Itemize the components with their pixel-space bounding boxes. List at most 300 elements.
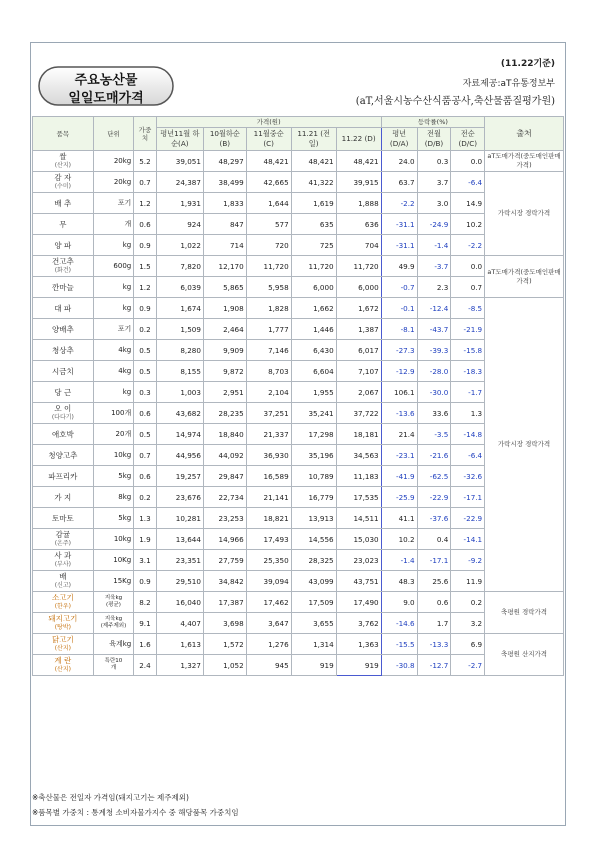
unit: 포기 [117,325,132,333]
weight: 1.2 [134,193,156,214]
item-name: 무 [59,219,67,229]
item-name-cell [33,487,94,508]
price-last-month: 2,951 [203,382,246,403]
item-name: 건고추 [51,257,74,266]
price-previous-day: 6,000 [291,277,336,298]
item-name-cell [33,235,94,256]
item-name: 닭고기 [51,635,74,644]
change-vs-mid: -9.2 [451,550,485,571]
price-current: 14,511 [336,508,381,529]
change-vs-mid: -6.4 [451,445,485,466]
price-mid-month: 17,462 [246,592,291,613]
title-badge [36,64,176,108]
change-vs-mid: 0.0 [451,256,485,277]
unit: 육계kg [109,640,132,648]
weight: 8.2 [134,592,156,613]
price-previous-day: 35,196 [291,445,336,466]
item-name: 배 추 [54,198,72,208]
price-previous-day: 725 [291,235,336,256]
table-row [33,487,564,508]
header-price-group: 가격(원) [156,117,381,128]
change-vs-month: -62.5 [417,466,451,487]
price-normal-year: 24,387 [156,172,203,193]
weight: 3.1 [134,550,156,571]
title-line-1: 주요농산물 [74,73,138,88]
change-vs-normal: 48.3 [381,571,417,592]
table-row [33,592,564,613]
unit: 지육kg [104,595,123,601]
change-vs-normal: -41.9 [381,466,417,487]
unit-cell [93,592,133,613]
unit: 5kg [118,472,132,480]
unit: 포기 [117,199,132,207]
unit: 8kg [118,493,132,501]
unit-note: 개 [110,665,117,671]
change-vs-normal: 106.1 [381,382,417,403]
change-vs-mid: -1.7 [451,382,485,403]
item-name-cell [33,298,94,319]
header-change-c: 전순 (D/C) [451,128,485,151]
price-normal-year: 8,280 [156,340,203,361]
price-normal-year: 13,644 [156,529,203,550]
price-mid-month: 37,251 [246,403,291,424]
item-name: 깐마늘 [51,282,74,292]
price-previous-day: 48,421 [291,151,336,172]
table-row [33,466,564,487]
price-normal-year: 8,155 [156,361,203,382]
price-previous-day: 1,662 [291,298,336,319]
change-vs-normal: -8.1 [381,319,417,340]
table-row [33,529,564,550]
item-name: 감 자 [54,173,72,182]
price-mid-month: 18,821 [246,508,291,529]
change-vs-month: 0.4 [417,529,451,550]
unit: kg [122,241,132,249]
price-table [32,116,564,676]
header-unit: 단위 [93,117,133,151]
item-name-cell [33,613,94,634]
unit-cell [93,298,133,319]
price-normal-year: 1,613 [156,634,203,655]
change-vs-normal: -27.3 [381,340,417,361]
data-sources: (aT,서울시농수산식품공사,축산물품질평가원) [355,96,555,107]
change-vs-mid: -32.6 [451,466,485,487]
weight: 2.4 [134,655,156,676]
price-mid-month: 945 [246,655,291,676]
weight: 0.6 [134,214,156,235]
footnote-1: ※축산물은 전일자 가격임(돼지고기는 제주제외) [32,793,189,802]
item-name-cell [33,634,94,655]
weight: 1.9 [134,529,156,550]
price-last-month: 714 [203,235,246,256]
price-mid-month: 25,350 [246,550,291,571]
price-normal-year: 1,674 [156,298,203,319]
price-previous-day: 43,099 [291,571,336,592]
item-name-cell [33,655,94,676]
table-row [33,508,564,529]
unit: 100개 [111,409,132,417]
unit: 지육kg [104,616,123,622]
weight: 0.2 [134,319,156,340]
price-current: 1,888 [336,193,381,214]
table-row [33,571,564,592]
price-normal-year: 23,351 [156,550,203,571]
change-vs-month: 3.7 [417,172,451,193]
table-row [33,319,564,340]
change-vs-normal: 63.7 [381,172,417,193]
price-previous-day: 41,322 [291,172,336,193]
price-normal-year: 4,407 [156,613,203,634]
price-last-month: 9,872 [203,361,246,382]
price-current: 6,017 [336,340,381,361]
unit: 15Kg [113,577,132,585]
price-last-month: 44,092 [203,445,246,466]
price-previous-day: 11,720 [291,256,336,277]
unit-cell [93,319,133,340]
source-cell: aT도매가격(중도매인판매가격) [485,256,564,298]
unit-cell [93,382,133,403]
unit-note: (평균) [106,602,121,608]
table-row [33,424,564,445]
price-last-month: 28,235 [203,403,246,424]
price-current: 3,762 [336,613,381,634]
item-name: 양 파 [54,240,72,250]
unit-cell [93,613,133,634]
weight: 0.7 [134,172,156,193]
price-current: 18,181 [336,424,381,445]
item-name-cell [33,424,94,445]
price-current: 23,023 [336,550,381,571]
unit: 20개 [115,430,132,438]
change-vs-mid: -21.9 [451,319,485,340]
unit: 4kg [118,346,132,354]
price-mid-month: 577 [246,214,291,235]
price-current: 2,067 [336,382,381,403]
price-normal-year: 1,022 [156,235,203,256]
price-normal-year: 1,509 [156,319,203,340]
price-normal-year: 924 [156,214,203,235]
item-name-cell [33,193,94,214]
change-vs-mid: -14.8 [451,424,485,445]
weight: 0.5 [134,424,156,445]
table-row [33,172,564,193]
price-previous-day: 17,298 [291,424,336,445]
change-vs-month: -3.5 [417,424,451,445]
price-last-month: 14,966 [203,529,246,550]
unit-cell [93,361,133,382]
price-mid-month: 21,337 [246,424,291,445]
price-current: 48,421 [336,151,381,172]
footnote-2: ※품목별 가중치 : 통계청 소비자물가지수 중 해당품목 가중치임 [32,808,239,817]
price-current: 1,672 [336,298,381,319]
weight: 0.9 [134,571,156,592]
unit-cell [93,193,133,214]
unit: 20kg [113,178,132,186]
change-vs-month: 0.3 [417,151,451,172]
item-name-cell [33,550,94,571]
header-price-b: 10월하순 (B) [203,128,246,151]
item-name: 시금치 [51,366,74,376]
change-vs-mid: -2.7 [451,655,485,676]
price-mid-month: 5,958 [246,277,291,298]
price-previous-day: 1,446 [291,319,336,340]
item-name: 양배추 [51,324,74,334]
price-previous-day: 28,325 [291,550,336,571]
item-name-cell [33,571,94,592]
price-normal-year: 1,327 [156,655,203,676]
unit: 5kg [118,514,132,522]
change-vs-normal: -15.5 [381,634,417,655]
price-normal-year: 29,510 [156,571,203,592]
table-row [33,214,564,235]
change-vs-mid: 0.7 [451,277,485,298]
unit-cell [93,340,133,361]
header-source: 출처 [485,117,564,151]
item-name-cell [33,151,94,172]
price-normal-year: 14,974 [156,424,203,445]
change-vs-normal: -0.7 [381,277,417,298]
price-mid-month: 16,589 [246,466,291,487]
price-mid-month: 3,647 [246,613,291,634]
change-vs-normal: -31.1 [381,214,417,235]
change-vs-month: -21.6 [417,445,451,466]
change-vs-normal: 49.9 [381,256,417,277]
table-row [33,277,564,298]
price-current: 6,000 [336,277,381,298]
item-name: 돼지고기 [48,614,78,623]
price-last-month: 17,387 [203,592,246,613]
change-vs-normal: 21.4 [381,424,417,445]
reference-date: (11.22기준) [500,59,555,69]
price-mid-month: 17,493 [246,529,291,550]
item-name-cell [33,277,94,298]
unit: 10Kg [113,556,132,564]
change-vs-mid: -2.2 [451,235,485,256]
price-mid-month: 11,720 [246,256,291,277]
weight: 1.2 [134,277,156,298]
change-vs-month: -1.4 [417,235,451,256]
price-current: 17,490 [336,592,381,613]
change-vs-month: 2.3 [417,277,451,298]
item-name: 토마토 [51,513,74,523]
price-current: 7,107 [336,361,381,382]
change-vs-normal: -31.1 [381,235,417,256]
item-variety: (온주) [54,540,71,547]
price-current: 704 [336,235,381,256]
price-normal-year: 16,040 [156,592,203,613]
item-name: 애호박 [51,429,74,439]
change-vs-month: -43.7 [417,319,451,340]
change-vs-normal: -2.2 [381,193,417,214]
item-name: 배 [59,572,67,581]
item-name: 대 파 [54,303,72,313]
price-current: 15,030 [336,529,381,550]
price-current: 11,183 [336,466,381,487]
item-name-cell [33,361,94,382]
price-last-month: 5,865 [203,277,246,298]
price-last-month: 12,170 [203,256,246,277]
weight: 0.5 [134,340,156,361]
price-previous-day: 16,779 [291,487,336,508]
weight: 9.1 [134,613,156,634]
change-vs-normal: 9.0 [381,592,417,613]
table-row [33,550,564,571]
item-name: 사 과 [54,551,72,560]
weight: 1.6 [134,634,156,655]
price-previous-day: 1,314 [291,634,336,655]
price-current: 39,915 [336,172,381,193]
table-row [33,613,564,634]
change-vs-normal: -1.4 [381,550,417,571]
price-previous-day: 3,655 [291,613,336,634]
price-mid-month: 7,146 [246,340,291,361]
price-mid-month: 2,104 [246,382,291,403]
item-name-cell [33,256,94,277]
price-last-month: 2,464 [203,319,246,340]
unit-cell [93,172,133,193]
change-vs-month: 3.0 [417,193,451,214]
price-mid-month: 720 [246,235,291,256]
change-vs-month: -3.7 [417,256,451,277]
unit-cell [93,424,133,445]
change-vs-month: -12.4 [417,298,451,319]
header-price-c: 11월중순 (C) [246,128,291,151]
source-cell: 축평원 산지가격 [485,634,564,676]
change-vs-normal: -23.1 [381,445,417,466]
price-last-month: 1,052 [203,655,246,676]
item-name-cell [33,529,94,550]
price-previous-day: 6,430 [291,340,336,361]
item-name: 당 근 [54,387,72,397]
change-vs-mid: 11.9 [451,571,485,592]
price-current: 919 [336,655,381,676]
unit: 10kg [113,535,132,543]
weight: 0.3 [134,382,156,403]
weight: 0.9 [134,235,156,256]
item-name: 청상추 [51,345,74,355]
price-previous-day: 919 [291,655,336,676]
table-row [33,445,564,466]
unit-cell [93,487,133,508]
item-name: 감귤 [55,530,71,539]
header-change-b: 전월 (D/B) [417,128,451,151]
header-change-a: 평년 (D/A) [381,128,417,151]
change-vs-month: -13.3 [417,634,451,655]
weight: 0.2 [134,487,156,508]
price-current: 636 [336,214,381,235]
price-last-month: 29,847 [203,466,246,487]
price-previous-day: 1,619 [291,193,336,214]
price-mid-month: 1,777 [246,319,291,340]
price-previous-day: 35,241 [291,403,336,424]
change-vs-month: -24.9 [417,214,451,235]
change-vs-month: 1.7 [417,613,451,634]
price-mid-month: 42,665 [246,172,291,193]
change-vs-month: 0.6 [417,592,451,613]
header-item: 품목 [33,117,94,151]
item-name-cell [33,214,94,235]
table-row [33,298,564,319]
change-vs-normal: -25.9 [381,487,417,508]
table-row [33,382,564,403]
price-current: 11,720 [336,256,381,277]
weight: 0.5 [134,361,156,382]
change-vs-normal: -12.9 [381,361,417,382]
change-vs-mid: 0.0 [451,151,485,172]
table-row [33,340,564,361]
change-vs-month: -17.1 [417,550,451,571]
item-name-cell [33,319,94,340]
unit-cell [93,277,133,298]
item-variety: (화건) [54,267,71,274]
item-variety: (산지) [54,666,71,673]
weight: 0.6 [134,466,156,487]
item-name-cell [33,172,94,193]
price-last-month: 1,572 [203,634,246,655]
weight: 5.2 [134,151,156,172]
table-row [33,634,564,655]
price-current: 37,722 [336,403,381,424]
unit-cell [93,151,133,172]
item-variety: (산지) [54,645,71,652]
unit: kg [122,304,132,312]
unit-cell [93,634,133,655]
price-last-month: 48,297 [203,151,246,172]
price-normal-year: 6,039 [156,277,203,298]
unit: kg [122,283,132,291]
unit: 특란10 [104,658,123,664]
data-provider: 자료제공:aT유통정보부 [462,79,555,89]
unit: 20kg [113,157,132,165]
change-vs-month: -28.0 [417,361,451,382]
source-cell: 축평원 경락가격 [485,592,564,634]
unit: 개 [124,220,132,228]
item-variety: (부사) [54,561,71,568]
item-variety: (신고) [54,582,71,589]
change-vs-month: -30.0 [417,382,451,403]
price-previous-day: 17,509 [291,592,336,613]
header-price-d: 11.22 (D) [336,128,381,151]
change-vs-mid: -6.4 [451,172,485,193]
item-name-cell [33,466,94,487]
change-vs-normal: 10.2 [381,529,417,550]
price-current: 34,563 [336,445,381,466]
unit-cell [93,508,133,529]
unit-cell [93,655,133,676]
price-normal-year: 39,051 [156,151,203,172]
change-vs-mid: 3.2 [451,613,485,634]
item-name: 오 이 [54,404,72,413]
item-variety: (탕박) [54,624,71,631]
price-current: 43,751 [336,571,381,592]
price-current: 1,363 [336,634,381,655]
change-vs-mid: 14.9 [451,193,485,214]
item-name-cell [33,403,94,424]
header-price-a: 평년11월 하순(A) [156,128,203,151]
change-vs-mid: 10.2 [451,214,485,235]
change-vs-mid: -18.3 [451,361,485,382]
price-last-month: 22,734 [203,487,246,508]
price-current: 1,387 [336,319,381,340]
change-vs-mid: 1.3 [451,403,485,424]
price-last-month: 1,908 [203,298,246,319]
table-row [33,256,564,277]
price-normal-year: 10,281 [156,508,203,529]
price-previous-day: 6,604 [291,361,336,382]
price-last-month: 38,499 [203,172,246,193]
unit-cell [93,529,133,550]
item-name: 쌀 [59,152,67,161]
